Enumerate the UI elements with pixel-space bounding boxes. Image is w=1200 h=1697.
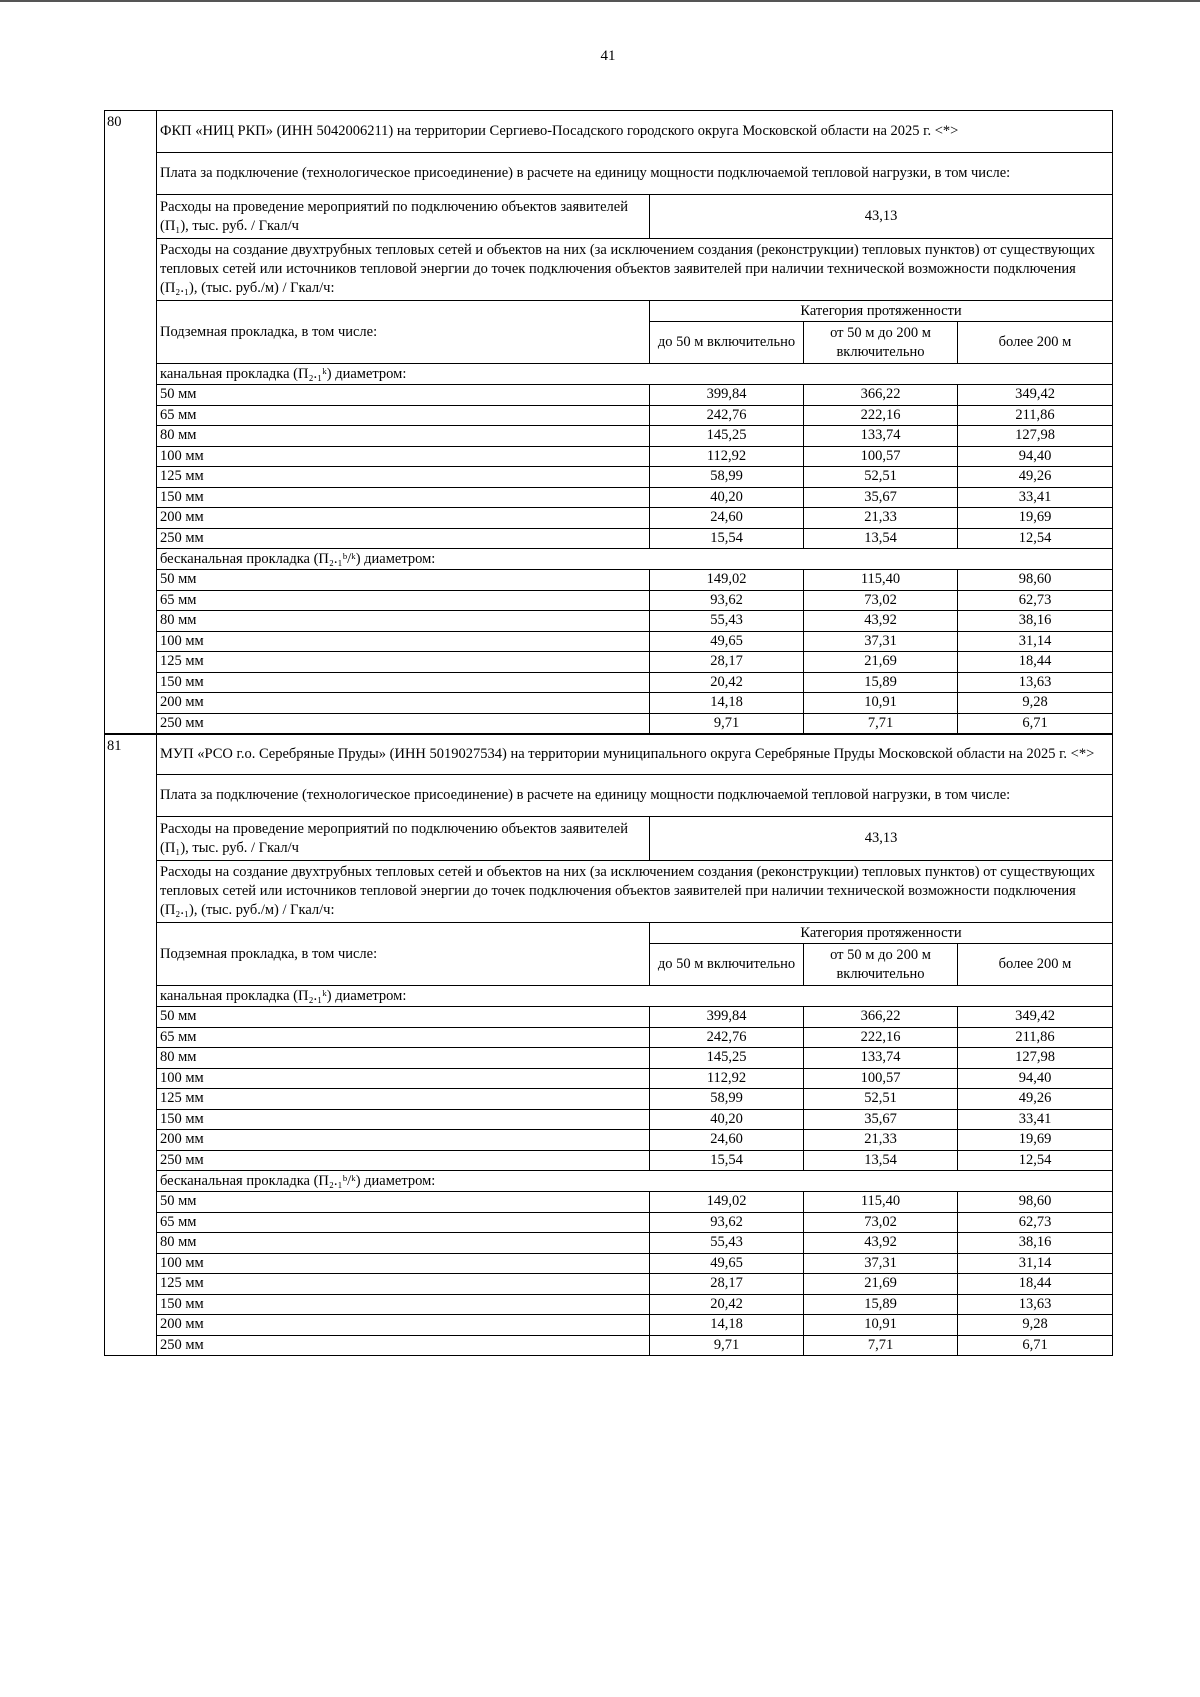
diameter-cell: 150 мм <box>157 487 650 508</box>
value-cell: 366,22 <box>804 385 958 406</box>
value-cell: 19,69 <box>958 1130 1113 1151</box>
value-cell: 24,60 <box>650 1130 804 1151</box>
channelless-section-label: бесканальная прокладка (П₂.₁ᵇ/ᵏ) диаметром: <box>157 549 1113 570</box>
value-cell: 49,26 <box>958 467 1113 488</box>
value-cell: 115,40 <box>804 1192 958 1213</box>
diameter-cell: 250 мм <box>157 713 650 734</box>
p2-intro: Расходы на создание двухтрубных тепловых сетей и объектов на них (за исключением создания (реконструкции) тепловых пунктов) от существующих тепловых сетей или источников тепловой энергии до точек подключения объектов заявителей при наличии технической возможности подключения (П₂.₁), (тыс. руб./м) / Гкал/ч: <box>157 239 1113 301</box>
table-row <box>105 528 1113 549</box>
table-row <box>105 1274 1113 1295</box>
value-cell: 49,65 <box>650 631 804 652</box>
value-cell: 9,71 <box>650 1335 804 1356</box>
p1-label: Расходы на проведение мероприятий по подключению объектов заявителей (П₁), тыс. руб. / Гкал/ч <box>157 195 650 239</box>
block-number: 81 <box>105 735 157 775</box>
fee-intro: Плата за подключение (технологическое присоединение) в расчете на единицу мощности подключаемой тепловой нагрузки, в том числе: <box>157 775 1113 817</box>
value-cell: 94,40 <box>958 446 1113 467</box>
col-header-over-200: более 200 м <box>958 944 1113 986</box>
value-cell: 33,41 <box>958 1109 1113 1130</box>
table-row <box>105 631 1113 652</box>
value-cell: 58,99 <box>650 1089 804 1110</box>
value-cell: 33,41 <box>958 487 1113 508</box>
diameter-cell: 200 мм <box>157 1130 650 1151</box>
table-row <box>105 1150 1113 1171</box>
value-cell: 21,33 <box>804 508 958 529</box>
value-cell: 98,60 <box>958 1192 1113 1213</box>
p2-intro: Расходы на создание двухтрубных тепловых сетей и объектов на них (за исключением создания (реконструкции) тепловых пунктов) от существующих тепловых сетей или источников тепловой энергии до точек подключения объектов заявителей при наличии технической возможности подключения (П₂.₁), (тыс. руб./м) / Гкал/ч: <box>157 861 1113 923</box>
value-cell: 55,43 <box>650 611 804 632</box>
value-cell: 52,51 <box>804 467 958 488</box>
table-row <box>105 672 1113 693</box>
table-row <box>105 1294 1113 1315</box>
value-cell: 28,17 <box>650 652 804 673</box>
value-cell: 14,18 <box>650 693 804 714</box>
value-cell: 37,31 <box>804 1253 958 1274</box>
value-cell: 98,60 <box>958 570 1113 591</box>
diameter-cell: 100 мм <box>157 1068 650 1089</box>
diameter-cell: 250 мм <box>157 1335 650 1356</box>
value-cell: 149,02 <box>650 570 804 591</box>
table-row <box>105 508 1113 529</box>
diameter-cell: 65 мм <box>157 1027 650 1048</box>
organization-title: МУП «РСО г.о. Серебряные Пруды» (ИНН 5019027534) на территории муниципального округа Серебряные Пруды Московской области на 2025 г. <*> <box>157 735 1113 775</box>
value-cell: 49,26 <box>958 1089 1113 1110</box>
diameter-cell: 50 мм <box>157 570 650 591</box>
table-row <box>105 590 1113 611</box>
channel-section-label: канальная прокладка (П₂.₁ᵏ) диаметром: <box>157 364 1113 385</box>
value-cell: 9,28 <box>958 1315 1113 1336</box>
value-cell: 35,67 <box>804 487 958 508</box>
table-row <box>105 487 1113 508</box>
fee-intro: Плата за подключение (технологическое присоединение) в расчете на единицу мощности подключаемой тепловой нагрузки, в том числе: <box>157 153 1113 195</box>
value-cell: 20,42 <box>650 1294 804 1315</box>
value-cell: 38,16 <box>958 1233 1113 1254</box>
value-cell: 73,02 <box>804 1212 958 1233</box>
value-cell: 43,92 <box>804 611 958 632</box>
value-cell: 40,20 <box>650 1109 804 1130</box>
col-header-50-200: от 50 м до 200 м включительно <box>804 322 958 364</box>
value-cell: 211,86 <box>958 1027 1113 1048</box>
table-row <box>105 426 1113 447</box>
table-row <box>105 570 1113 591</box>
table-row <box>105 611 1113 632</box>
value-cell: 73,02 <box>804 590 958 611</box>
diameter-cell: 125 мм <box>157 1089 650 1110</box>
table-row <box>105 713 1113 734</box>
value-cell: 49,65 <box>650 1253 804 1274</box>
diameter-cell: 150 мм <box>157 1109 650 1130</box>
page-top-border <box>0 0 1200 2</box>
diameter-cell: 150 мм <box>157 672 650 693</box>
table-row <box>105 467 1113 488</box>
tariff-block <box>104 734 1113 1356</box>
table-row <box>105 1048 1113 1069</box>
value-cell: 13,63 <box>958 672 1113 693</box>
diameter-cell: 200 мм <box>157 1315 650 1336</box>
col-header-up-to-50: до 50 м включительно <box>650 944 804 986</box>
value-cell: 399,84 <box>650 385 804 406</box>
diameter-cell: 80 мм <box>157 1233 650 1254</box>
table-row <box>105 1233 1113 1254</box>
diameter-cell: 50 мм <box>157 1007 650 1028</box>
value-cell: 145,25 <box>650 1048 804 1069</box>
value-cell: 15,54 <box>650 528 804 549</box>
value-cell: 100,57 <box>804 1068 958 1089</box>
diameter-cell: 125 мм <box>157 1274 650 1295</box>
diameter-cell: 65 мм <box>157 1212 650 1233</box>
value-cell: 13,63 <box>958 1294 1113 1315</box>
value-cell: 100,57 <box>804 446 958 467</box>
value-cell: 242,76 <box>650 405 804 426</box>
col-header-up-to-50: до 50 м включительно <box>650 322 804 364</box>
diameter-cell: 150 мм <box>157 1294 650 1315</box>
value-cell: 35,67 <box>804 1109 958 1130</box>
table-row <box>105 385 1113 406</box>
col-header-over-200: более 200 м <box>958 322 1113 364</box>
value-cell: 13,54 <box>804 528 958 549</box>
diameter-cell: 250 мм <box>157 1150 650 1171</box>
diameter-cell: 200 мм <box>157 508 650 529</box>
value-cell: 112,92 <box>650 1068 804 1089</box>
value-cell: 31,14 <box>958 1253 1113 1274</box>
value-cell: 18,44 <box>958 652 1113 673</box>
value-cell: 145,25 <box>650 426 804 447</box>
table-row <box>105 1335 1113 1356</box>
block-number: 80 <box>105 111 157 153</box>
diameter-cell: 100 мм <box>157 446 650 467</box>
value-cell: 13,54 <box>804 1150 958 1171</box>
diameter-cell: 250 мм <box>157 528 650 549</box>
table-row <box>105 1089 1113 1110</box>
diameter-cell: 80 мм <box>157 426 650 447</box>
page-number: 41 <box>600 48 616 64</box>
value-cell: 6,71 <box>958 713 1113 734</box>
table-row <box>105 1315 1113 1336</box>
value-cell: 7,71 <box>804 1335 958 1356</box>
value-cell: 127,98 <box>958 1048 1113 1069</box>
value-cell: 127,98 <box>958 426 1113 447</box>
value-cell: 20,42 <box>650 672 804 693</box>
table-row <box>105 1007 1113 1028</box>
value-cell: 222,16 <box>804 405 958 426</box>
value-cell: 349,42 <box>958 385 1113 406</box>
value-cell: 58,99 <box>650 467 804 488</box>
value-cell: 149,02 <box>650 1192 804 1213</box>
diameter-cell: 100 мм <box>157 631 650 652</box>
tariff-block <box>104 110 1113 734</box>
value-cell: 15,54 <box>650 1150 804 1171</box>
value-cell: 366,22 <box>804 1007 958 1028</box>
table-row <box>105 1253 1113 1274</box>
value-cell: 6,71 <box>958 1335 1113 1356</box>
col-header-50-200: от 50 м до 200 м включительно <box>804 944 958 986</box>
diameter-cell: 80 мм <box>157 1048 650 1069</box>
channelless-section-label: бесканальная прокладка (П₂.₁ᵇ/ᵏ) диаметром: <box>157 1171 1113 1192</box>
table-row <box>105 1109 1113 1130</box>
value-cell: 10,91 <box>804 1315 958 1336</box>
diameter-cell: 50 мм <box>157 385 650 406</box>
table-row <box>105 446 1113 467</box>
channel-section-label: канальная прокладка (П₂.₁ᵏ) диаметром: <box>157 986 1113 1007</box>
value-cell: 242,76 <box>650 1027 804 1048</box>
value-cell: 55,43 <box>650 1233 804 1254</box>
table-row <box>105 405 1113 426</box>
table-row <box>105 1192 1113 1213</box>
value-cell: 115,40 <box>804 570 958 591</box>
diameter-cell: 125 мм <box>157 467 650 488</box>
value-cell: 43,92 <box>804 1233 958 1254</box>
value-cell: 28,17 <box>650 1274 804 1295</box>
tariff-tables <box>104 110 1112 1356</box>
value-cell: 31,14 <box>958 631 1113 652</box>
value-cell: 19,69 <box>958 508 1113 529</box>
table-row <box>105 1130 1113 1151</box>
value-cell: 62,73 <box>958 1212 1113 1233</box>
value-cell: 9,71 <box>650 713 804 734</box>
value-cell: 21,69 <box>804 1274 958 1295</box>
value-cell: 38,16 <box>958 611 1113 632</box>
value-cell: 94,40 <box>958 1068 1113 1089</box>
p1-label: Расходы на проведение мероприятий по подключению объектов заявителей (П₁), тыс. руб. / Гкал/ч <box>157 817 650 861</box>
p1-value: 43,13 <box>650 195 1113 239</box>
underground-label: Подземная прокладка, в том числе: <box>157 301 650 364</box>
value-cell: 37,31 <box>804 631 958 652</box>
p1-value: 43,13 <box>650 817 1113 861</box>
category-header: Категория протяженности <box>650 923 1113 944</box>
value-cell: 211,86 <box>958 405 1113 426</box>
value-cell: 222,16 <box>804 1027 958 1048</box>
value-cell: 9,28 <box>958 693 1113 714</box>
value-cell: 24,60 <box>650 508 804 529</box>
diameter-cell: 65 мм <box>157 405 650 426</box>
value-cell: 12,54 <box>958 528 1113 549</box>
value-cell: 112,92 <box>650 446 804 467</box>
diameter-cell: 125 мм <box>157 652 650 673</box>
value-cell: 12,54 <box>958 1150 1113 1171</box>
table-row <box>105 652 1113 673</box>
value-cell: 15,89 <box>804 1294 958 1315</box>
value-cell: 10,91 <box>804 693 958 714</box>
value-cell: 133,74 <box>804 426 958 447</box>
value-cell: 93,62 <box>650 1212 804 1233</box>
diameter-cell: 50 мм <box>157 1192 650 1213</box>
value-cell: 18,44 <box>958 1274 1113 1295</box>
value-cell: 349,42 <box>958 1007 1113 1028</box>
category-header: Категория протяженности <box>650 301 1113 322</box>
diameter-cell: 200 мм <box>157 693 650 714</box>
value-cell: 133,74 <box>804 1048 958 1069</box>
diameter-cell: 65 мм <box>157 590 650 611</box>
value-cell: 93,62 <box>650 590 804 611</box>
value-cell: 15,89 <box>804 672 958 693</box>
table-row <box>105 1027 1113 1048</box>
value-cell: 21,69 <box>804 652 958 673</box>
table-row <box>105 693 1113 714</box>
value-cell: 14,18 <box>650 1315 804 1336</box>
diameter-cell: 100 мм <box>157 1253 650 1274</box>
value-cell: 52,51 <box>804 1089 958 1110</box>
value-cell: 7,71 <box>804 713 958 734</box>
table-row <box>105 1212 1113 1233</box>
table-row <box>105 1068 1113 1089</box>
underground-label: Подземная прокладка, в том числе: <box>157 923 650 986</box>
organization-title: ФКП «НИЦ РКП» (ИНН 5042006211) на территории Сергиево-Посадского городского округа Московской области на 2025 г. <*> <box>157 111 1113 153</box>
diameter-cell: 80 мм <box>157 611 650 632</box>
value-cell: 21,33 <box>804 1130 958 1151</box>
value-cell: 40,20 <box>650 487 804 508</box>
value-cell: 62,73 <box>958 590 1113 611</box>
value-cell: 399,84 <box>650 1007 804 1028</box>
